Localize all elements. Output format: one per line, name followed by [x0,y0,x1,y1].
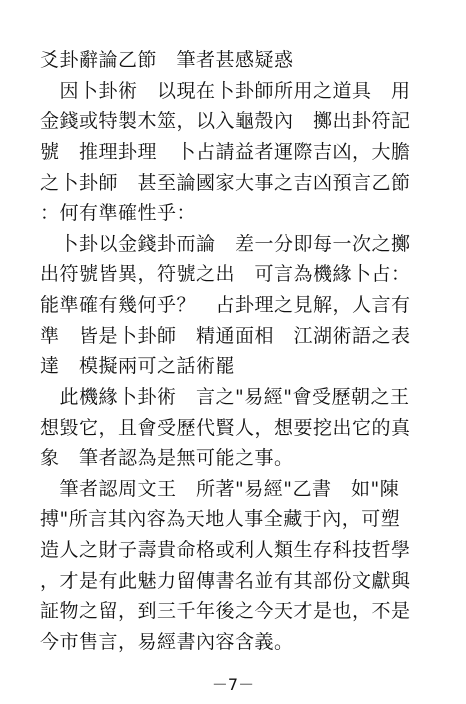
text-line: 能準確有幾何乎？ 占卦理之見解，人言有 [40,294,411,316]
text-line: 筆者認周文王 所著"易經"乙書 如"陳 [40,478,400,500]
text-line: 卜卦以金錢卦而論 差一分即每一次之擲 [40,233,411,255]
text-line: 準 皆是卜卦師 精通面相 江湖術語之表 [40,325,411,347]
text-line: 之卜卦師 甚至論國家大事之吉凶預言乙節 [40,172,411,194]
text-line: 証物之留，到三千年後之今天才是也，不是 [40,600,411,622]
text-line: 達 模擬兩可之話術罷 [40,355,236,377]
text-line: 金錢或特製木筮，以入龜殼內 擲出卦符記 [40,110,411,132]
text-line: 爻卦辭論乙節 筆者甚感疑惑 [40,49,294,71]
text-line: 象 筆者認為是無可能之事。 [40,447,294,469]
text-line: 此機緣卜卦術 言之"易經"會受歷朝之王 [40,386,410,408]
text-line: 因卜卦術 以現在卜卦師所用之道具 用 [40,80,411,102]
text-line: 號 推理卦理 卜占請益者運際吉凶，大膽 [40,141,411,163]
text-line: 今市售言，易經書內容含義。 [40,631,294,653]
text-line: 搏"所言其內容為天地人事全藏于內，可塑 [40,508,401,530]
text-line: ：何有準確性乎： [40,202,197,224]
text-line: ，才是有此魅力留傳書名並有其部份文獻與 [40,570,411,592]
text-line: 出符號皆異，符號之出 可言為機緣卜占： [40,263,411,285]
page-number: －7－ [211,675,255,694]
text-line: 造人之財子壽貴命格或利人類生存科技哲學 [40,539,411,561]
text-line: 想毀它，且會受歷代賢人，想要挖出它的真 [40,417,411,439]
